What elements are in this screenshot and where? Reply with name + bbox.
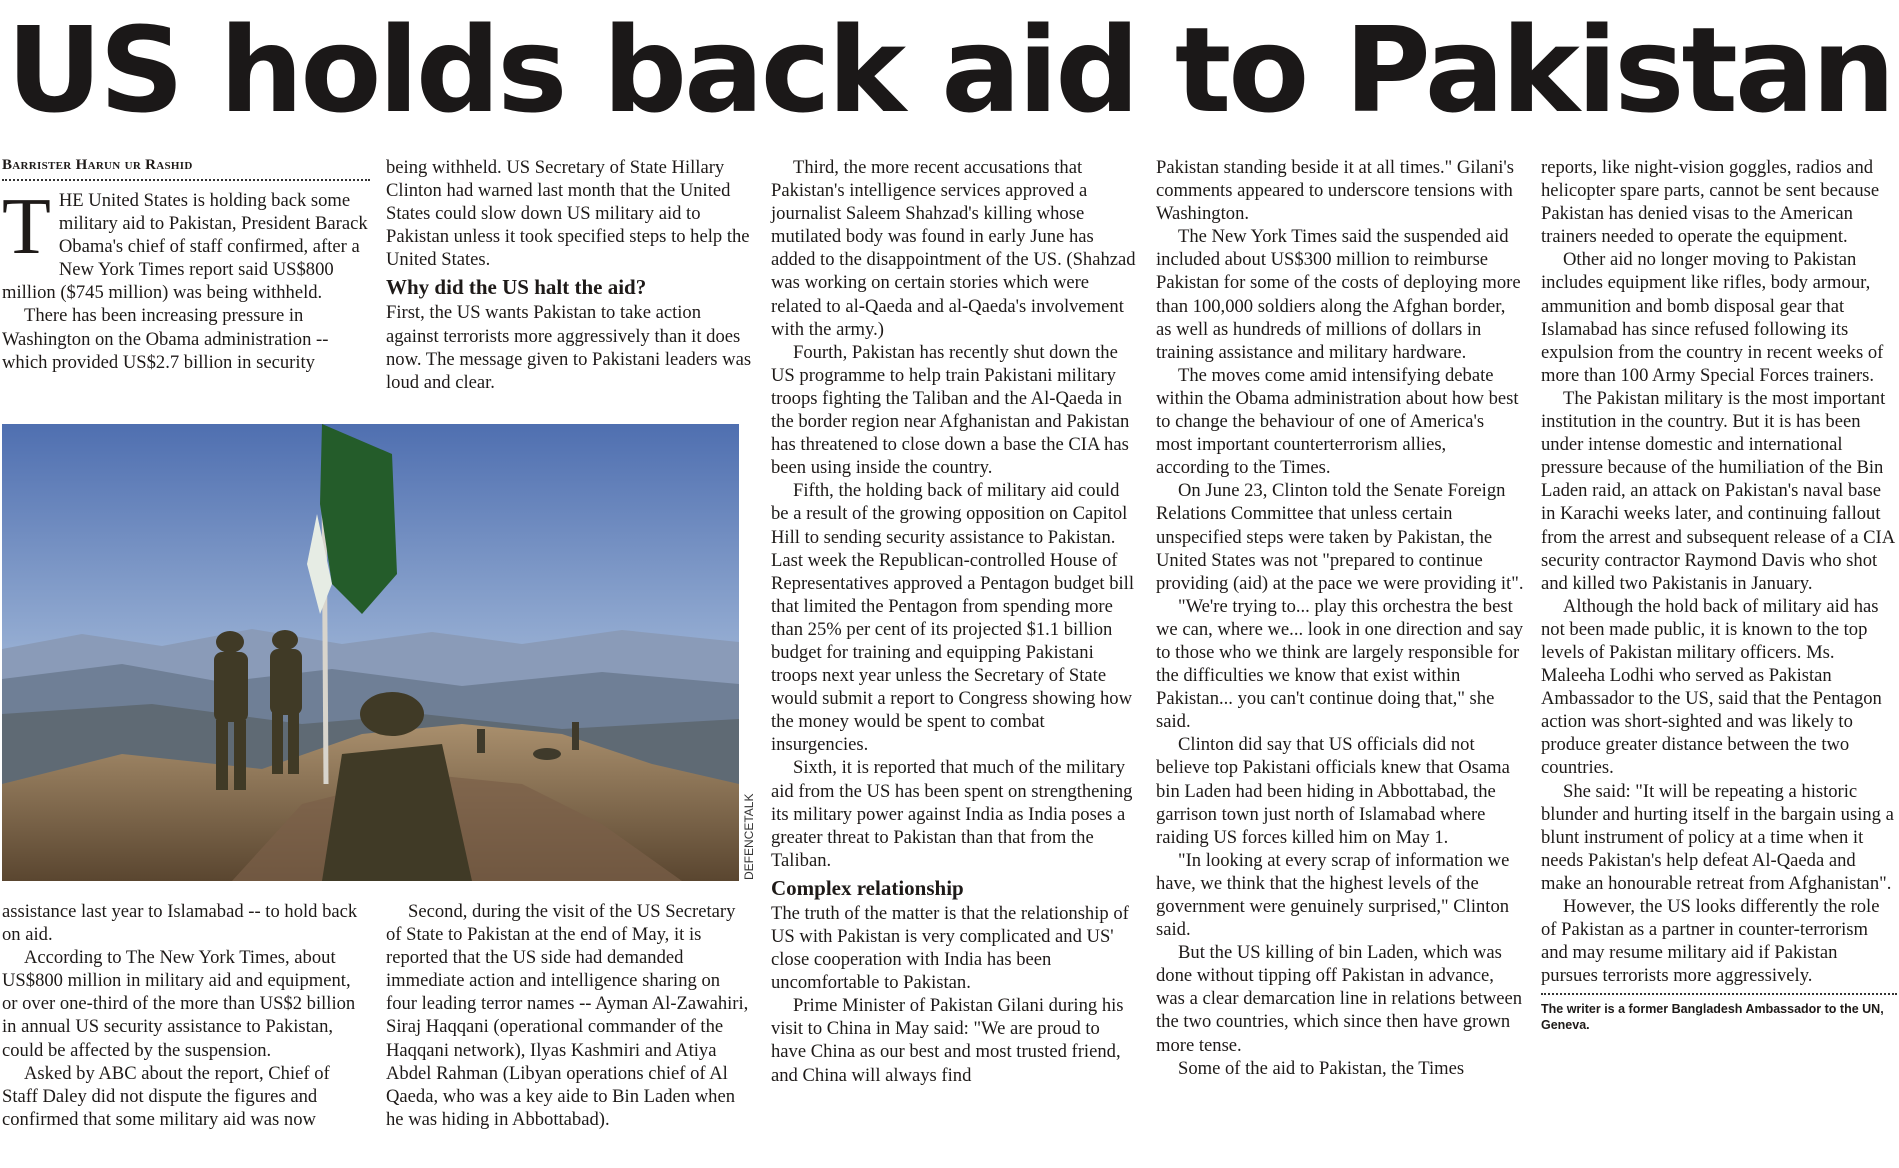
paragraph: There has been increasing pressure in Washington on the Obama administration -- which provided US$2.7 billion in security — [2, 305, 329, 373]
paragraph: But the US killing of bin Laden, which was done without tipping off Pakistan in advance, was a clear demarcation line in relations between the two countries, which since then have grown more tense. — [1156, 942, 1523, 1056]
paragraph: Sixth, it is reported that much of the military aid from the US has been spent on strengthening its military power against India as India poses a greater threat to Pakistan than that from the Taliban. — [771, 757, 1133, 871]
paragraph: being withheld. US Secretary of State Hillary Clinton had warned last month that the United States could slow down US military aid to Pakistan unless it took specified steps to help the United States. — [386, 157, 750, 271]
paragraph: Second, during the visit of the US Secretary of State to Pakistan at the end of May, it is reported that the US side had demanded immediate action and intelligence sharing on four leading terror names -- Ayman Al-Zawahiri, Siraj Haqqani (operational commander of the Haqqani network), Ilyas Kashmiri and Atiya Abdel Rahman (Libyan operations chief of Al Qaeda, who was a key aide to Bin Laden when he was hiding in Abbottabad). — [386, 901, 749, 1130]
paragraph: First, the US wants Pakistan to take action against terrorists more aggressively than it does now. The message given to Pakistani leaders was loud and clear. — [386, 302, 752, 393]
paragraph: Clinton did say that US officials did not believe top Pakistani officials knew that Osama bin Laden had been hiding in Abbottabad, the garrison town just north of Islamabad where raiding US forces killed him on May 1. — [1156, 734, 1510, 848]
column-5 — [1541, 156, 1897, 1033]
paragraph: "We're trying to... play this orchestra the best we can, where we... look in one direction and say to those who we think are largely responsible for the difficulties we know that exist within Pakistan... you can't continue doing that," she said. — [1156, 595, 1524, 733]
paragraph: On June 23, Clinton told the Senate Foreign Relations Committee that unless certain unspecified steps were taken by Pakistan, the United States was not "prepared to continue providing (aid) at the pace we were providing it". — [1156, 480, 1524, 594]
paragraph: The New York Times said the suspended aid included about US$300 million to reimburse Pakistan for some of the costs of deploying more than 100,000 soldiers along the Afghan border, as well as hundreds of millions of dollars in training assistance and military hardware. — [1156, 226, 1521, 363]
column-1-top — [2, 156, 370, 374]
column-3 — [771, 156, 1139, 1087]
column-4 — [1156, 156, 1524, 1080]
paragraph: Fourth, Pakistan has recently shut down the US programme to help train Pakistani military troops fighting the Taliban and the Al-Qaeda in the border region near Afghanistan and Pakistan has threatened to close down a base the CIA has been using inside the country. — [771, 341, 1130, 479]
byline: Barrister Harun ur Rashid — [2, 156, 370, 181]
paragraph: Third, the more recent accusations that Pakistan's intelligence services approved a journalist Saleem Shahzad's killing whose mutilated body was found in early June has added to the disappointment of the US. (Shahzad was working on certain stories which were related to al-Qaeda and al-Qaeda's involvement with the army.) — [771, 157, 1136, 340]
column-1-bottom — [2, 900, 370, 1131]
subheading: Complex relationship — [771, 875, 964, 900]
paragraph: She said: "It will be repeating a historic blunder and hurting itself in the bargain using a blunt instrument of policy at a time when it needs Pakistan's help defeat Al-Qaeda and make an honourable retreat from Afghanistan". — [1541, 780, 1894, 894]
subheading: Why did the US halt the aid? — [386, 275, 647, 300]
paragraph: According to The New York Times, about US$800 million in military aid and equipment, or over one-third of the more than US$2 billion in annual US security assistance to Pakistan, could be affected by the suspension. — [2, 947, 356, 1061]
paragraph: Other aid no longer moving to Pakistan includes equipment like rifles, body armour, ammunition and bomb disposal gear that Islamabad has since refused following its expulsion from the country in recent weeks of more than 100 Army Special Forces trainers. — [1541, 249, 1884, 386]
soldiers-flag-photo — [2, 424, 739, 881]
paragraph: assistance last year to Islamabad -- to hold back on aid. — [2, 901, 358, 946]
paragraph: Asked by ABC about the report, Chief of Staff Daley did not dispute the figures and confirmed that some military aid was now — [2, 1062, 330, 1130]
column-2-top — [386, 156, 754, 394]
paragraph: reports, like night-vision goggles, radios and helicopter spare parts, cannot be sent because Pakistan has denied visas to the American trainers needed to operate the equipment. — [1541, 157, 1880, 248]
paragraph: Some of the aid to Pakistan, the Times — [1178, 1057, 1465, 1079]
paragraph: Fifth, the holding back of military aid could be a result of the growing opposition on Capitol Hill to sending security assistance to Pakistan. Last week the Republican-controlled House of Representatives approved a Pentagon budget bill that limited the Pentagon from spending more than 25% per cent of its projected $1.1 billion budget for training and equipping Pakistani troops next year unless the Secretary of State would submit a report to Congress showing how the money would be spent to combat insurgencies. — [771, 480, 1134, 756]
author-footnote: The writer is a former Bangladesh Ambassador to the UN, Geneva. — [1541, 993, 1897, 1033]
drop-cap: T — [2, 183, 51, 271]
headline: US holds back aid to Pakistan — [6, 1, 1893, 139]
paragraph: However, the US looks differently the role of Pakistan as a partner in counter-terrorism and may resume military aid if Pakistan pursues terrorists more aggressively. — [1541, 896, 1880, 987]
paragraph: Pakistan standing beside it at all times." Gilani's comments appeared to underscore tensions with Washington. — [1156, 157, 1514, 225]
paragraph: Although the hold back of military aid has not been made public, it is known to the top levels of Pakistan military officers. Ms. Maleeha Lodhi who served as Pakistan Ambassador to the US, said that the Pentagon action was short-sighted and was likely to produce greater distance between the two countries. — [1541, 595, 1882, 779]
photo-credit: DEFENCETALK — [742, 793, 756, 880]
paragraph: "In looking at every scrap of information we have, we think that the highest levels of the government were genuinely surprised," Clinton said. — [1156, 849, 1510, 941]
column-2-bottom — [386, 900, 754, 1131]
paragraph: The truth of the matter is that the relationship of US with Pakistan is very complicated and US' close cooperation with India has been uncomfortable to Pakistan. — [771, 902, 1129, 994]
paragraph: The moves come amid intensifying debate within the Obama administration about how best to change the behaviour of one of America's most important counterterrorism allies, according to the Times. — [1156, 364, 1519, 479]
paragraph: Prime Minister of Pakistan Gilani during his visit to China in May said: "We are proud to have China as our best and most trusted friend, and China will always find — [771, 995, 1124, 1086]
article-lead: THE United States is holding back some military aid to Pakistan, President Barack Obama's chief of staff confirmed, after a New York Times report said US$800 million ($745 million) was being withheld. — [2, 183, 368, 304]
paragraph: The Pakistan military is the most important institution in the country. But it is has been under intense domestic and international pressure because of the humiliation of the Bin Laden raid, an attack on Pakistan's naval base in Karachi weeks later, and continuing fallout from the arrest and subsequent release of a CIA security contractor Raymond Davis who shot and killed two Pakistanis in January. — [1541, 387, 1895, 594]
